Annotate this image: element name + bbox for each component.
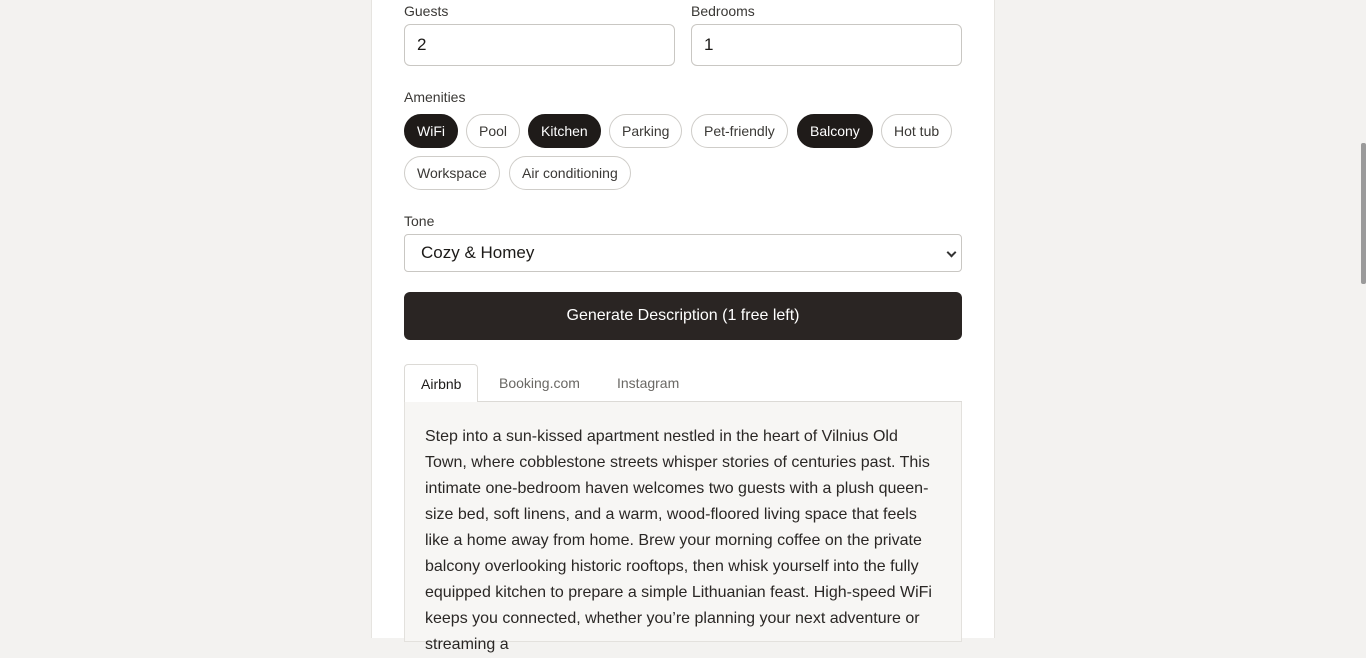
amenities-label: Amenities [404,89,466,105]
amenity-chip-kitchen[interactable]: Kitchen [528,114,601,148]
amenity-chip-pool[interactable]: Pool [466,114,520,148]
amenity-chip-hot-tub[interactable]: Hot tub [881,114,952,148]
guests-label: Guests [404,3,449,19]
tab-airbnb[interactable]: Airbnb [404,364,478,403]
page-scrollbar[interactable] [1361,143,1366,284]
amenity-chip-balcony[interactable]: Balcony [797,114,873,148]
amenity-chip-parking[interactable]: Parking [609,114,682,148]
guests-input[interactable]: 2 [404,24,675,66]
platform-tabs [404,364,962,402]
tab-instagram[interactable]: Instagram [617,375,680,391]
tone-label: Tone [404,213,435,229]
generate-description-button[interactable]: Generate Description (1 free left) [404,292,962,340]
amenity-chip-air-conditioning[interactable]: Air conditioning [509,156,631,190]
amenity-chip-pet-friendly[interactable]: Pet-friendly [691,114,788,148]
amenity-chip-workspace[interactable]: Workspace [404,156,500,190]
tone-select[interactable] [404,234,962,272]
tab-booking-com[interactable]: Booking.com [499,375,580,391]
bedrooms-label: Bedrooms [691,3,755,19]
bedrooms-input[interactable]: 1 [691,24,962,66]
generated-description-output: Step into a sun-kissed apartment nestled in the heart of Vilnius Old Town, where cobblestone streets whisper stories of centuries past. This intimate one-bedroom haven welcomes two guests with a plush queen-size bed, soft linens, and a warm, wood-floored living space that feels like a home away from home. Brew your morning coffee on the private balcony overlooking historic rooftops, then whisk yourself into the fully equipped kitchen to prepare a simple Lithuanian feast. High-speed WiFi keeps you connected, whether you’re planning your next adventure or streaming a [404,402,962,642]
tone-select-value: Cozy & Homey [421,243,535,262]
chevron-down-icon [947,248,957,258]
amenity-chip-wifi[interactable]: WiFi [404,114,458,148]
